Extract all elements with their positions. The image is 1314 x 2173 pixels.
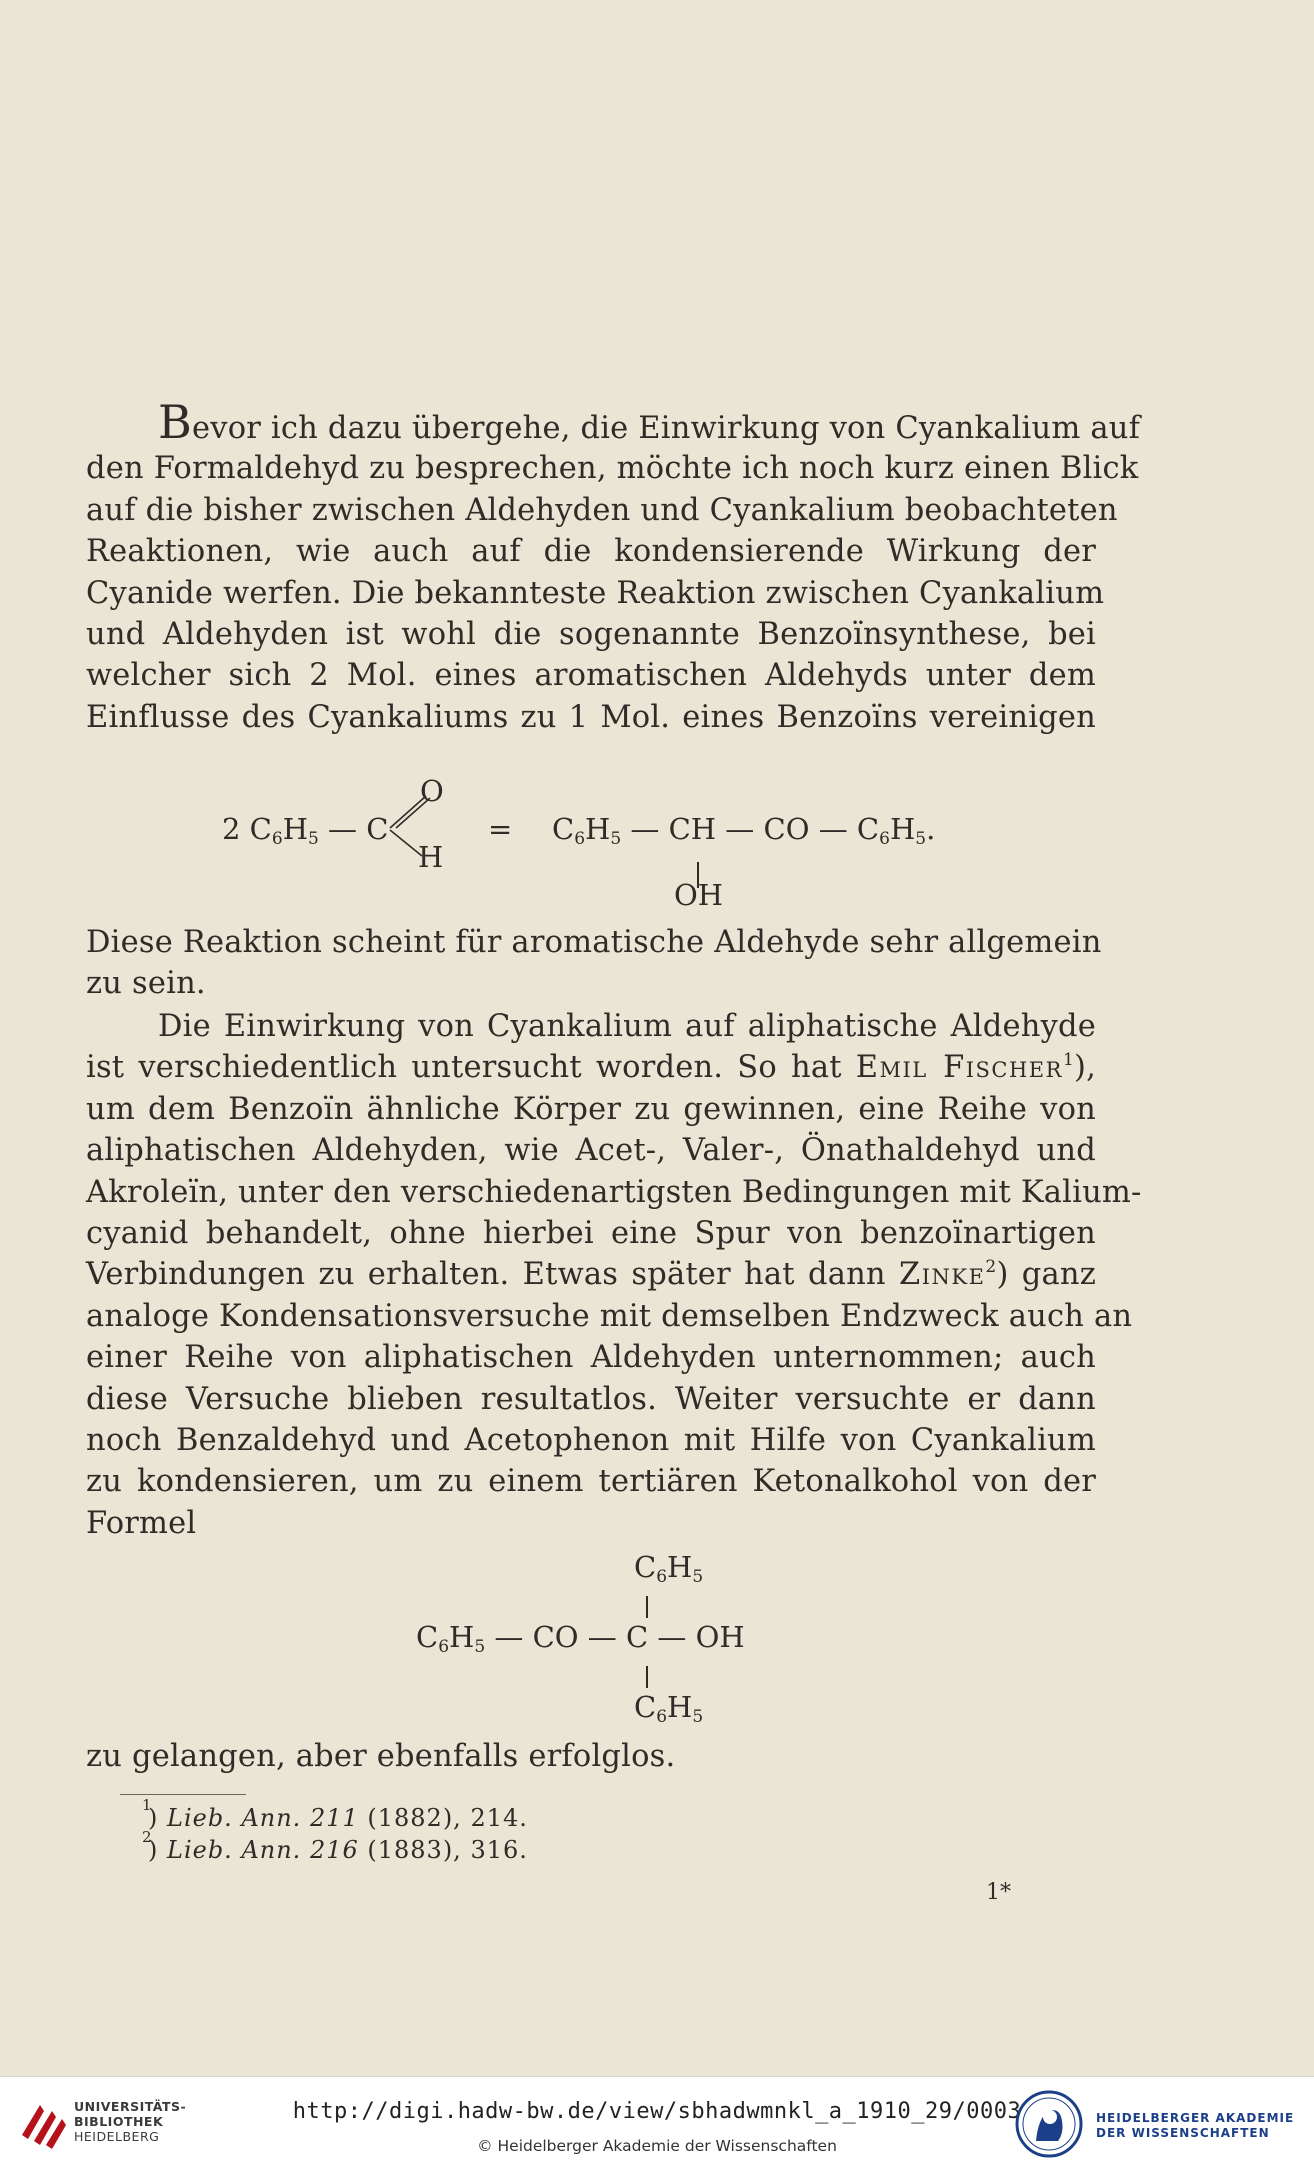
- formula-equals: =: [488, 812, 513, 846]
- footnote-1: 1 ) Lieb. Ann. 211 (1882), 214.: [142, 1796, 528, 1832]
- text-line: Die Einwirkung von Cyankalium auf aliphatische Aldehyde: [158, 1009, 1096, 1044]
- paragraph-aliphatic: [86, 1006, 1142, 1544]
- academy-name: HEIDELBERGER AKADEMIE DER WISSENSCHAFTEN: [1096, 2111, 1295, 2140]
- text-line: Diese Reaktion scheint für aromatische Aldehyde sehr allgemein: [86, 925, 1102, 960]
- formula-top-phenyl: $C_6H_5$: [634, 1550, 704, 1587]
- viewer-footer: [0, 2076, 1314, 2173]
- text-line: zu kondensieren, um zu einem tertiären Ketonalkohol von der: [86, 1464, 1096, 1500]
- text-line: um dem Benzoïn ähnliche Körper zu gewinnen, eine Reihe von: [86, 1091, 1096, 1127]
- text-line: Verbindungen zu erhalten. Etwas später hat dann Zinke$^2$) ganz: [86, 1257, 1096, 1293]
- author-name: Zinke: [899, 1257, 986, 1293]
- footnote-ref: 1: [1062, 1050, 1074, 1071]
- text-line: einer Reihe von aliphatischen Aldehyden unternommen; auch: [86, 1340, 1096, 1376]
- text-line: Akroleïn, unter den verschiedenartigsten Bedingungen mit Kalium-: [86, 1174, 1142, 1210]
- page-signature: 1*: [986, 1880, 1011, 1905]
- text-line: diese Versuche blieben resultatlos. Weiter versuchte er dann: [86, 1381, 1096, 1417]
- formula-benzoin-synthesis: [0, 770, 1314, 910]
- formula-bottom-phenyl: $C_6H_5$: [634, 1690, 704, 1727]
- text-line: ist verschiedentlich untersucht worden. So hat Emil Fischer$^1$),: [86, 1050, 1096, 1086]
- text-line: noch Benzaldehyd und Acetophenon mit Hilfe von Cyankalium: [86, 1422, 1096, 1458]
- text-line: welcher sich 2 Mol. eines aromatischen Aldehyds unter dem: [86, 658, 1096, 694]
- footnote-rule: [120, 1794, 246, 1795]
- text-line: auf die bisher zwischen Aldehyden und Cyankalium beobachteten: [86, 492, 1118, 528]
- text-line: Formel: [86, 1505, 197, 1541]
- formula-rhs: $C_6H_5$ — CH — CO — $C_6H_5$.: [552, 812, 936, 849]
- drop-cap: B: [158, 395, 193, 449]
- bond-vertical: [646, 1596, 648, 1618]
- text-line: Bevor ich dazu übergehe, die Einwirkung von Cyankalium auf: [158, 395, 1141, 449]
- text-line: Einflusse des Cyankaliums zu 1 Mol. eines Benzoïns vereinigen: [86, 699, 1096, 735]
- paragraph-conclusion: [86, 1736, 1096, 1777]
- footnote-ref: 2: [985, 1257, 997, 1278]
- text-line: Reaktionen, wie auch auf die kondensierende Wirkung der: [86, 534, 1096, 570]
- text-line: Cyanide werfen. Die bekannteste Reaktion zwischen Cyankalium: [86, 575, 1105, 611]
- formula-oxygen: O: [420, 774, 444, 808]
- academy-seal-icon: [1014, 2089, 1084, 2159]
- author-name: Emil Fischer: [855, 1050, 1063, 1086]
- paragraph-benzoin-intro: [86, 395, 1141, 738]
- text-line: analoge Kondensationsversuche mit demselben Endzweck auch an: [86, 1298, 1133, 1334]
- text-line: den Formaldehyd zu besprechen, möchte ich noch kurz einen Blick: [86, 451, 1139, 487]
- text-line: aliphatischen Aldehyden, wie Acet-, Valer-, Önathaldehyd und: [86, 1133, 1096, 1169]
- copyright-notice: © Heidelberger Akademie der Wissenschaften: [477, 2137, 837, 2155]
- bond-vertical: [646, 1666, 648, 1688]
- formula-lhs: 2 $C_6H_5$ — C: [222, 812, 389, 849]
- text-line: zu sein.: [86, 966, 206, 1002]
- text-line: cyanid behandelt, ohne hierbei eine Spur von benzoïnartigen: [86, 1215, 1096, 1251]
- paragraph-aromatic: [86, 922, 1102, 1005]
- text-line: und Aldehyden ist wohl die sogenannte Benzoïnsynthese, bei: [86, 616, 1096, 652]
- formula-middle-chain: $C_6H_5$ — CO — C — OH: [416, 1620, 745, 1657]
- formula-ketonalkohol: [0, 1550, 1314, 1730]
- formula-hydrogen: H: [418, 840, 444, 874]
- formula-hydroxyl: OH: [674, 878, 724, 912]
- text-line: zu gelangen, aber ebenfalls erfolglos.: [86, 1739, 676, 1774]
- university-library-name: UNIVERSITÄTS- BIBLIOTHEK HEIDELBERG: [74, 2099, 187, 2144]
- footnote-2: 2 ) Lieb. Ann. 216 (1883), 316.: [142, 1828, 528, 1864]
- permalink-url[interactable]: http://digi.hadw-bw.de/view/sbhadwmnkl_a_1910_29/0003: [292, 2099, 1022, 2124]
